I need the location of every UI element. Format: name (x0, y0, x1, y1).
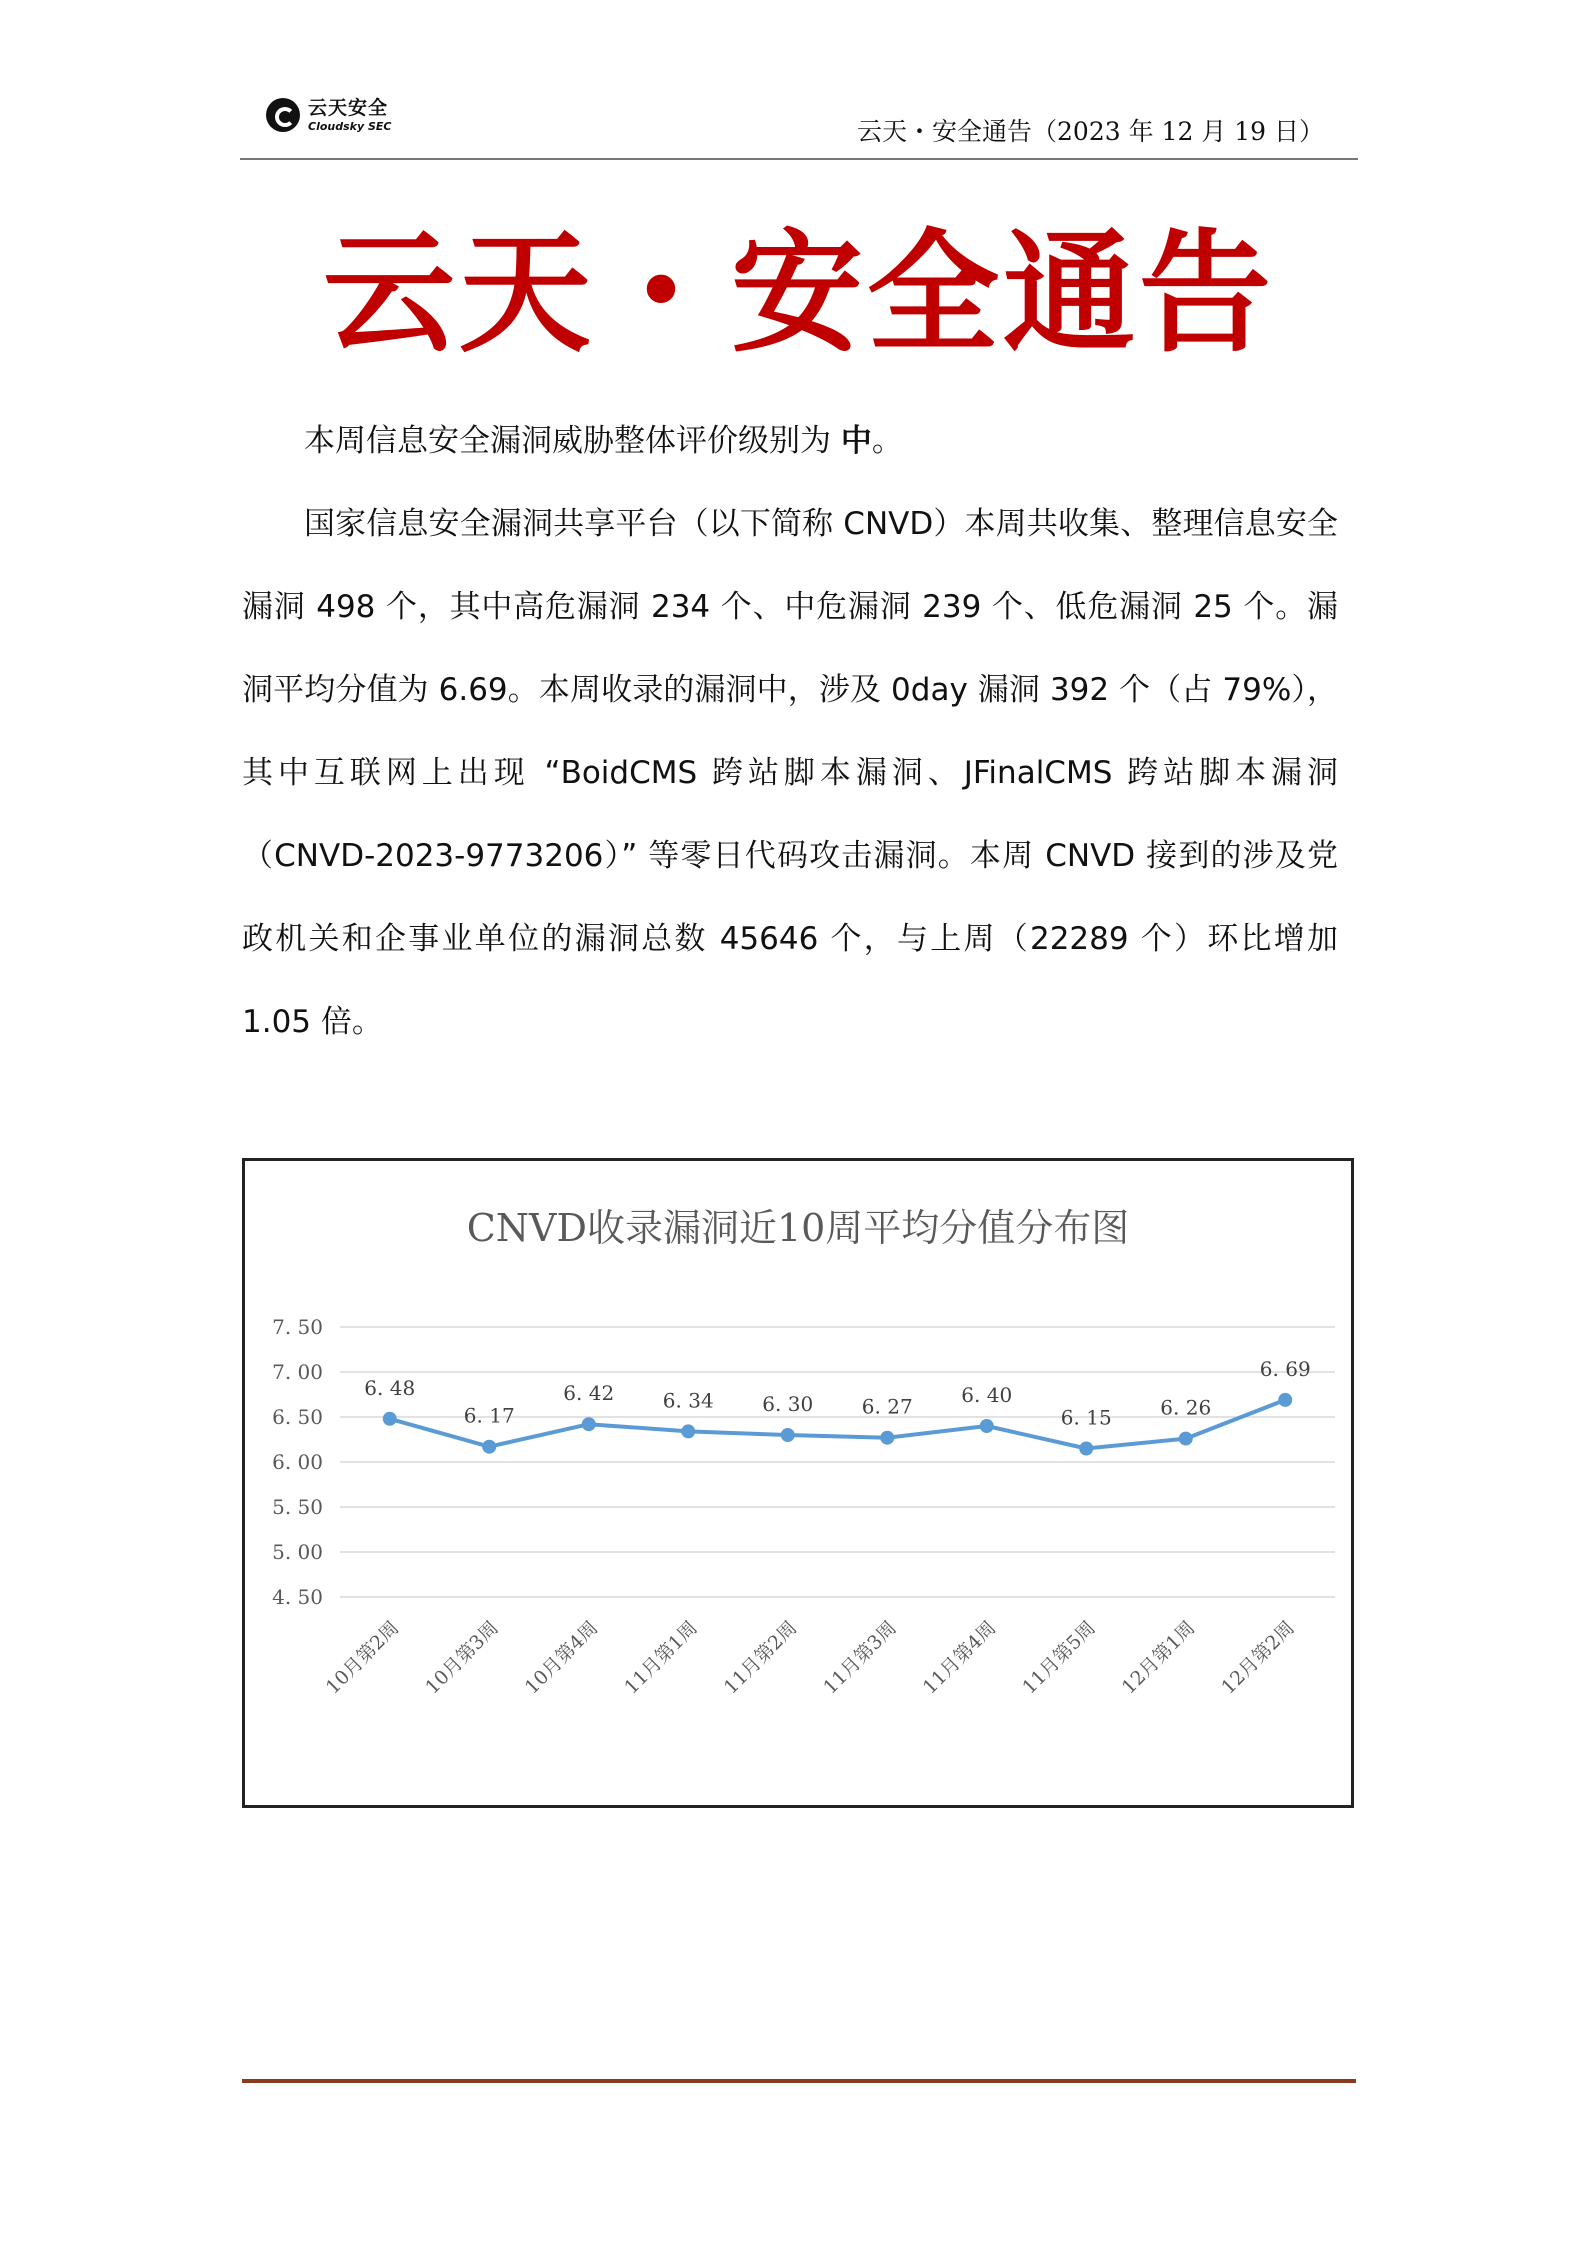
document-body (242, 400, 1338, 1064)
data-label: 6. 15 (1060, 1405, 1112, 1430)
y-tick-label: 6. 00 (272, 1450, 323, 1474)
data-label: 6. 34 (662, 1388, 714, 1413)
y-tick-label: 5. 50 (272, 1495, 323, 1519)
header-divider (240, 158, 1358, 160)
series-line-group (390, 1400, 1286, 1449)
y-tick-label: 7. 50 (272, 1315, 323, 1339)
y-tick-label: 4. 50 (272, 1585, 323, 1609)
data-point (880, 1431, 894, 1445)
data-label: 6. 40 (961, 1383, 1013, 1407)
data-label: 6. 30 (762, 1392, 814, 1416)
series-line (390, 1400, 1286, 1449)
threat-level-prefix: 本周信息安全漏洞威胁整体评价级别为 (304, 423, 831, 459)
y-tick-label: 5. 00 (272, 1540, 323, 1564)
company-logo (266, 98, 391, 132)
data-point (383, 1412, 397, 1426)
data-point (1179, 1432, 1193, 1446)
data-label: 6. 17 (463, 1403, 515, 1428)
data-point (1079, 1442, 1093, 1456)
x-tick-label: 10月第4周 (520, 1616, 603, 1699)
header-title: 云天・安全通告（2023 年 12 月 19 日） (857, 117, 1324, 146)
data-point (980, 1419, 994, 1433)
page-title: 云天・安全通告 (323, 216, 1275, 371)
summary-paragraph: 国家信息安全漏洞共享平台（以下简称 CNVD）本周共收集、整理信息安全漏洞 498 个，其中高危漏洞 234 个、中危漏洞 239 个、低危漏洞 25 个。漏洞平均分值为 6.69。本周收录的漏洞中，涉及 0day 漏洞 392 个（占 79%），其中互联网上出现 “BoidCMS 跨站脚本漏洞、JFinalCMS 跨站脚本漏洞（CNVD-2023-9773206）” 等零日代码攻击漏洞。本周 CNVD 接到的涉及党政机关和企事业单位的漏洞总数 45646 个，与上周（22289 个）环比增加 1.05 倍。 (242, 506, 1338, 1040)
x-tick-label: 11月第1周 (620, 1616, 702, 1699)
footer-divider (242, 2079, 1356, 2083)
logo-subtitle: Cloudsky SEC (308, 119, 392, 133)
y-tick-label: 6. 50 (272, 1405, 323, 1429)
x-tick-label: 11月第2周 (719, 1616, 802, 1699)
data-label: 6. 48 (364, 1375, 416, 1400)
x-tick-label: 11月第3周 (819, 1616, 901, 1699)
threat-level-value: 中 (840, 423, 872, 459)
data-label: 6. 42 (563, 1381, 615, 1406)
line-chart-svg (245, 1161, 1351, 1805)
x-tick-label: 11月第4周 (918, 1616, 1001, 1699)
logo-name: 云天安全 (308, 96, 389, 119)
x-axis-ticks (322, 1617, 1299, 1699)
data-labels (364, 1357, 1310, 1430)
data-point (482, 1440, 496, 1454)
y-tick-label: 7. 00 (272, 1360, 323, 1384)
data-point (582, 1417, 596, 1431)
data-points (383, 1393, 1293, 1456)
data-label: 6. 69 (1259, 1356, 1311, 1381)
x-tick-label: 11月第5周 (1018, 1616, 1100, 1699)
chart-gridlines (340, 1327, 1335, 1597)
data-point (1278, 1393, 1292, 1407)
score-chart (242, 1158, 1354, 1808)
x-tick-label: 10月第3周 (421, 1616, 503, 1699)
x-tick-label: 12月第2周 (1217, 1616, 1299, 1699)
cloudsky-logo-icon (266, 98, 300, 132)
y-axis-ticks (272, 1315, 323, 1609)
data-point (681, 1424, 695, 1438)
data-label: 6. 26 (1160, 1395, 1212, 1420)
page-header (240, 92, 1358, 160)
data-label: 6. 27 (861, 1394, 913, 1419)
threat-level-paragraph (242, 400, 1338, 483)
x-tick-label: 12月第1周 (1117, 1616, 1200, 1699)
data-point (781, 1428, 795, 1442)
chart-title: CNVD收录漏洞近10周平均分值分布图 (466, 1206, 1130, 1250)
x-tick-label: 10月第2周 (321, 1616, 404, 1699)
threat-level-suffix: 。 (871, 423, 903, 459)
